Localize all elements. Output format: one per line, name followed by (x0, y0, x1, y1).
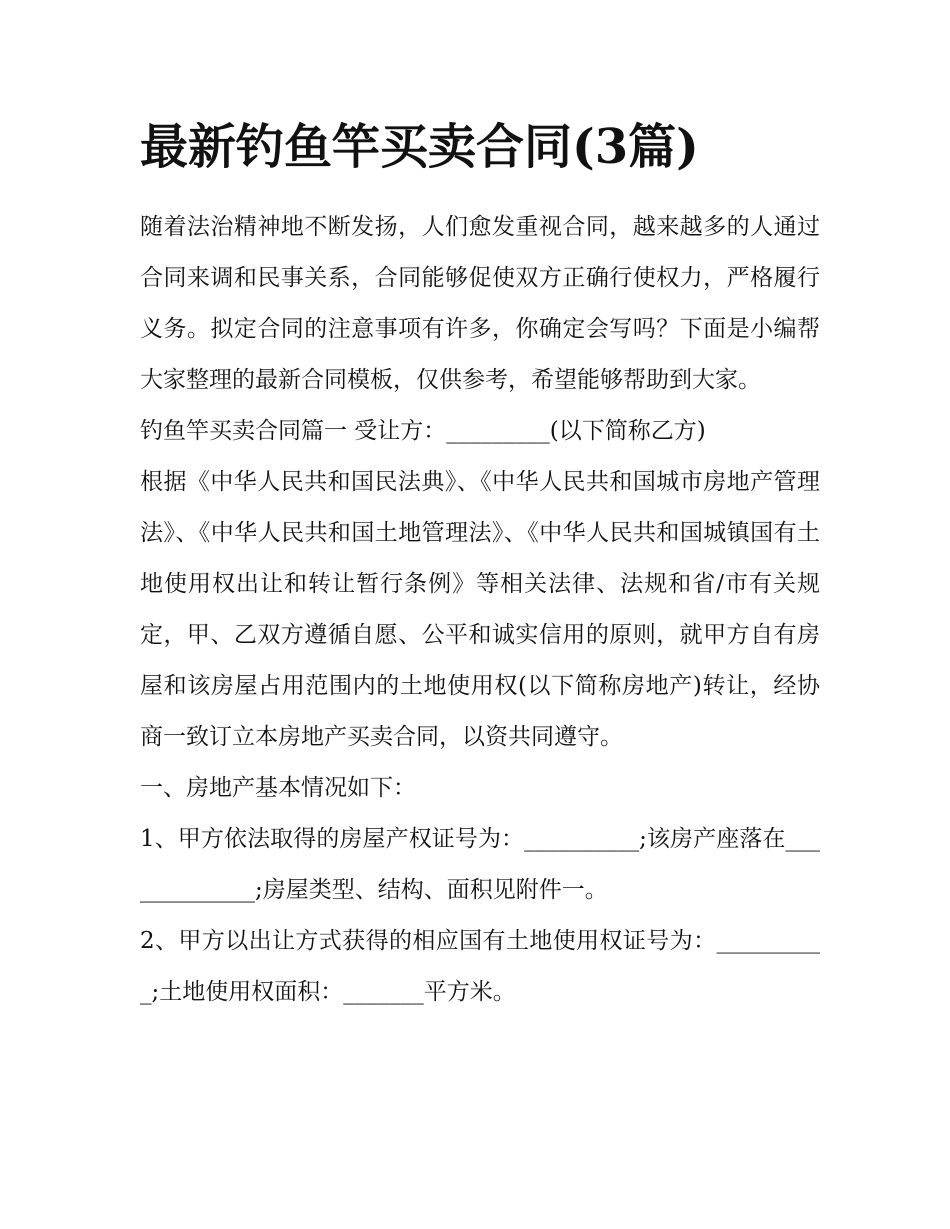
clause-2-paragraph: 2、甲方以出让方式获得的相应国有土地使用权证号为：__________;土地使用权面积：_______平方米。 (140, 928, 820, 1005)
legal-basis-paragraph: 根据《中华人民共和国民法典》、《中华人民共和国城市房地产管理法》、《中华人民共和国土地管理法》、《中华人民共和国城镇国有土地使用权出让和转让暂行条例》等相关法律、法规和省/市有关规定，甲、乙双方遵循自愿、公平和诚实信用的原则，就甲方自有房屋和该房屋占用范围内的土地使用权(以下简称房地产)转让，经协商一致订立本房地产买卖合同，以资共同遵守。 (140, 469, 820, 750)
clause-1-paragraph: 1、甲方依法取得的房屋产权证号为：__________;该房产座落在_____________;房屋类型、结构、面积见附件一。 (140, 826, 820, 903)
document-body (140, 112, 820, 1018)
intro-paragraph: 随着法治精神地不断发扬，人们愈发重视合同，越来越多的人通过合同来调和民事关系，合同能够促使双方正确行使权力，严格履行义务。拟定合同的注意事项有许多，你确定会写吗？下面是小编帮大家整理的最新合同模板，仅供参考，希望能够帮助到大家。 (140, 214, 820, 393)
document-title: 最新钓鱼竿买卖合同(3篇) (140, 119, 699, 175)
section-heading: 一、房地产基本情况如下： (140, 775, 416, 801)
contract-heading-paragraph: 钓鱼竿买卖合同篇一 受让方：_________(以下简称乙方) (140, 418, 706, 444)
